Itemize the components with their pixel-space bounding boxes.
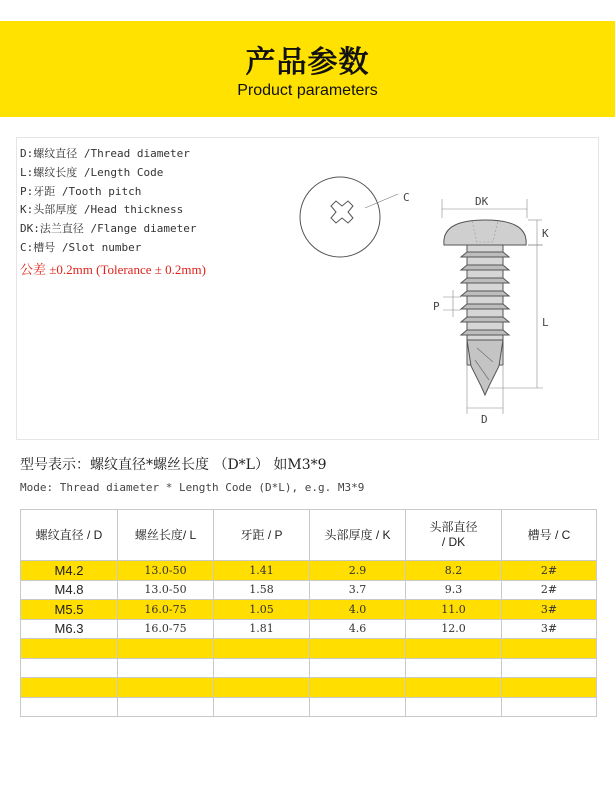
cell-p: 1.41 [214, 561, 310, 581]
tolerance-note: 公差 ±0.2mm (Tolerance ± 0.2mm) [20, 262, 206, 277]
screw-head-side [444, 220, 526, 245]
cell-c: 2# [502, 580, 597, 600]
table-row [21, 658, 597, 678]
cell-c: 2# [502, 561, 597, 581]
phillips-slot-icon [331, 201, 353, 223]
cell-l: 13.0-50 [118, 580, 214, 600]
table-row [21, 600, 597, 620]
label-d: D [481, 413, 488, 426]
cell-l: 16.0-75 [118, 619, 214, 639]
spec-table [20, 509, 597, 717]
cell-dk [406, 639, 502, 659]
screw-head-outline [300, 177, 380, 257]
cell-p [214, 639, 310, 659]
label-k: K [542, 227, 549, 240]
cell-l [118, 678, 214, 698]
cell-k [310, 658, 406, 678]
cell-dk [406, 678, 502, 698]
cell-c [502, 678, 597, 698]
c-leader-line [365, 194, 398, 208]
model-designation-cn: 型号表示：螺纹直径*螺丝长度 （D*L） 如M3*9 [20, 457, 327, 473]
parameter-legend [20, 145, 196, 258]
cell-p: 1.81 [214, 619, 310, 639]
cell-dk: 11.0 [406, 600, 502, 620]
cell-l [118, 658, 214, 678]
cell-c [502, 697, 597, 717]
legend-item-l: L:螺纹长度 /Length Code [20, 165, 164, 179]
page-title-en: Product parameters [237, 82, 378, 99]
cell-dk [406, 697, 502, 717]
header-head-thickness: 头部厚度 / K [310, 510, 406, 561]
cell-l [118, 639, 214, 659]
table-header-row [21, 510, 597, 561]
cell-l: 16.0-75 [118, 600, 214, 620]
legend-item-d: D:螺纹直径 /Thread diameter [20, 147, 190, 160]
cell-p: 1.58 [214, 580, 310, 600]
cell-k: 2.9 [310, 561, 406, 581]
cell-dk [406, 658, 502, 678]
cell-p [214, 678, 310, 698]
title-banner [0, 21, 615, 117]
label-l: L [542, 316, 549, 329]
header-head-diameter: 头部直径 / DK [406, 510, 502, 561]
cell-c [502, 639, 597, 659]
label-p: P [433, 300, 440, 313]
cell-d [21, 658, 118, 678]
legend-item-dk: DK:法兰直径 /Flange diameter [20, 222, 197, 236]
cell-d: M5.5 [21, 600, 118, 620]
header-slot-number: 槽号 / C [502, 510, 597, 561]
cell-d: M6.3 [21, 619, 118, 639]
drill-point [467, 340, 503, 395]
cell-dk: 9.3 [406, 580, 502, 600]
page-title-cn: 产品参数 [245, 45, 370, 80]
label-c: C [403, 191, 410, 204]
table-row [21, 619, 597, 639]
cell-p [214, 697, 310, 717]
screw-side-view [425, 190, 565, 435]
legend-item-p: P:牙距 /Tooth pitch [20, 184, 142, 198]
cell-p [214, 658, 310, 678]
cell-d: M4.8 [21, 580, 118, 600]
table-row [21, 639, 597, 659]
cell-d: M4.2 [21, 561, 118, 581]
table-row [21, 580, 597, 600]
cell-k: 4.6 [310, 619, 406, 639]
cell-l [118, 697, 214, 717]
cell-d [21, 639, 118, 659]
cell-dk: 8.2 [406, 561, 502, 581]
cell-l: 13.0-50 [118, 561, 214, 581]
header-thread-diameter: 螺纹直径 / D [21, 510, 118, 561]
cell-p: 1.05 [214, 600, 310, 620]
cell-c: 3# [502, 600, 597, 620]
cell-dk: 12.0 [406, 619, 502, 639]
cell-c: 3# [502, 619, 597, 639]
cell-k: 4.0 [310, 600, 406, 620]
table-row [21, 678, 597, 698]
header-pitch: 牙距 / P [214, 510, 310, 561]
model-designation-en: Mode: Thread diameter * Length Code (D*L), e.g. M3*9 [20, 481, 365, 494]
screw-head-top-view [290, 170, 420, 270]
cell-d [21, 678, 118, 698]
legend-item-k: K:头部厚度 /Head thickness [20, 203, 184, 217]
cell-k [310, 639, 406, 659]
table-row [21, 561, 597, 581]
cell-d [21, 697, 118, 717]
legend-item-c: C:槽号 /Slot number [20, 240, 142, 254]
table-row [21, 697, 597, 717]
cell-k [310, 697, 406, 717]
cell-c [502, 658, 597, 678]
cell-k: 3.7 [310, 580, 406, 600]
header-length: 螺丝长度/ L [118, 510, 214, 561]
cell-k [310, 678, 406, 698]
label-dk: DK [475, 195, 489, 208]
